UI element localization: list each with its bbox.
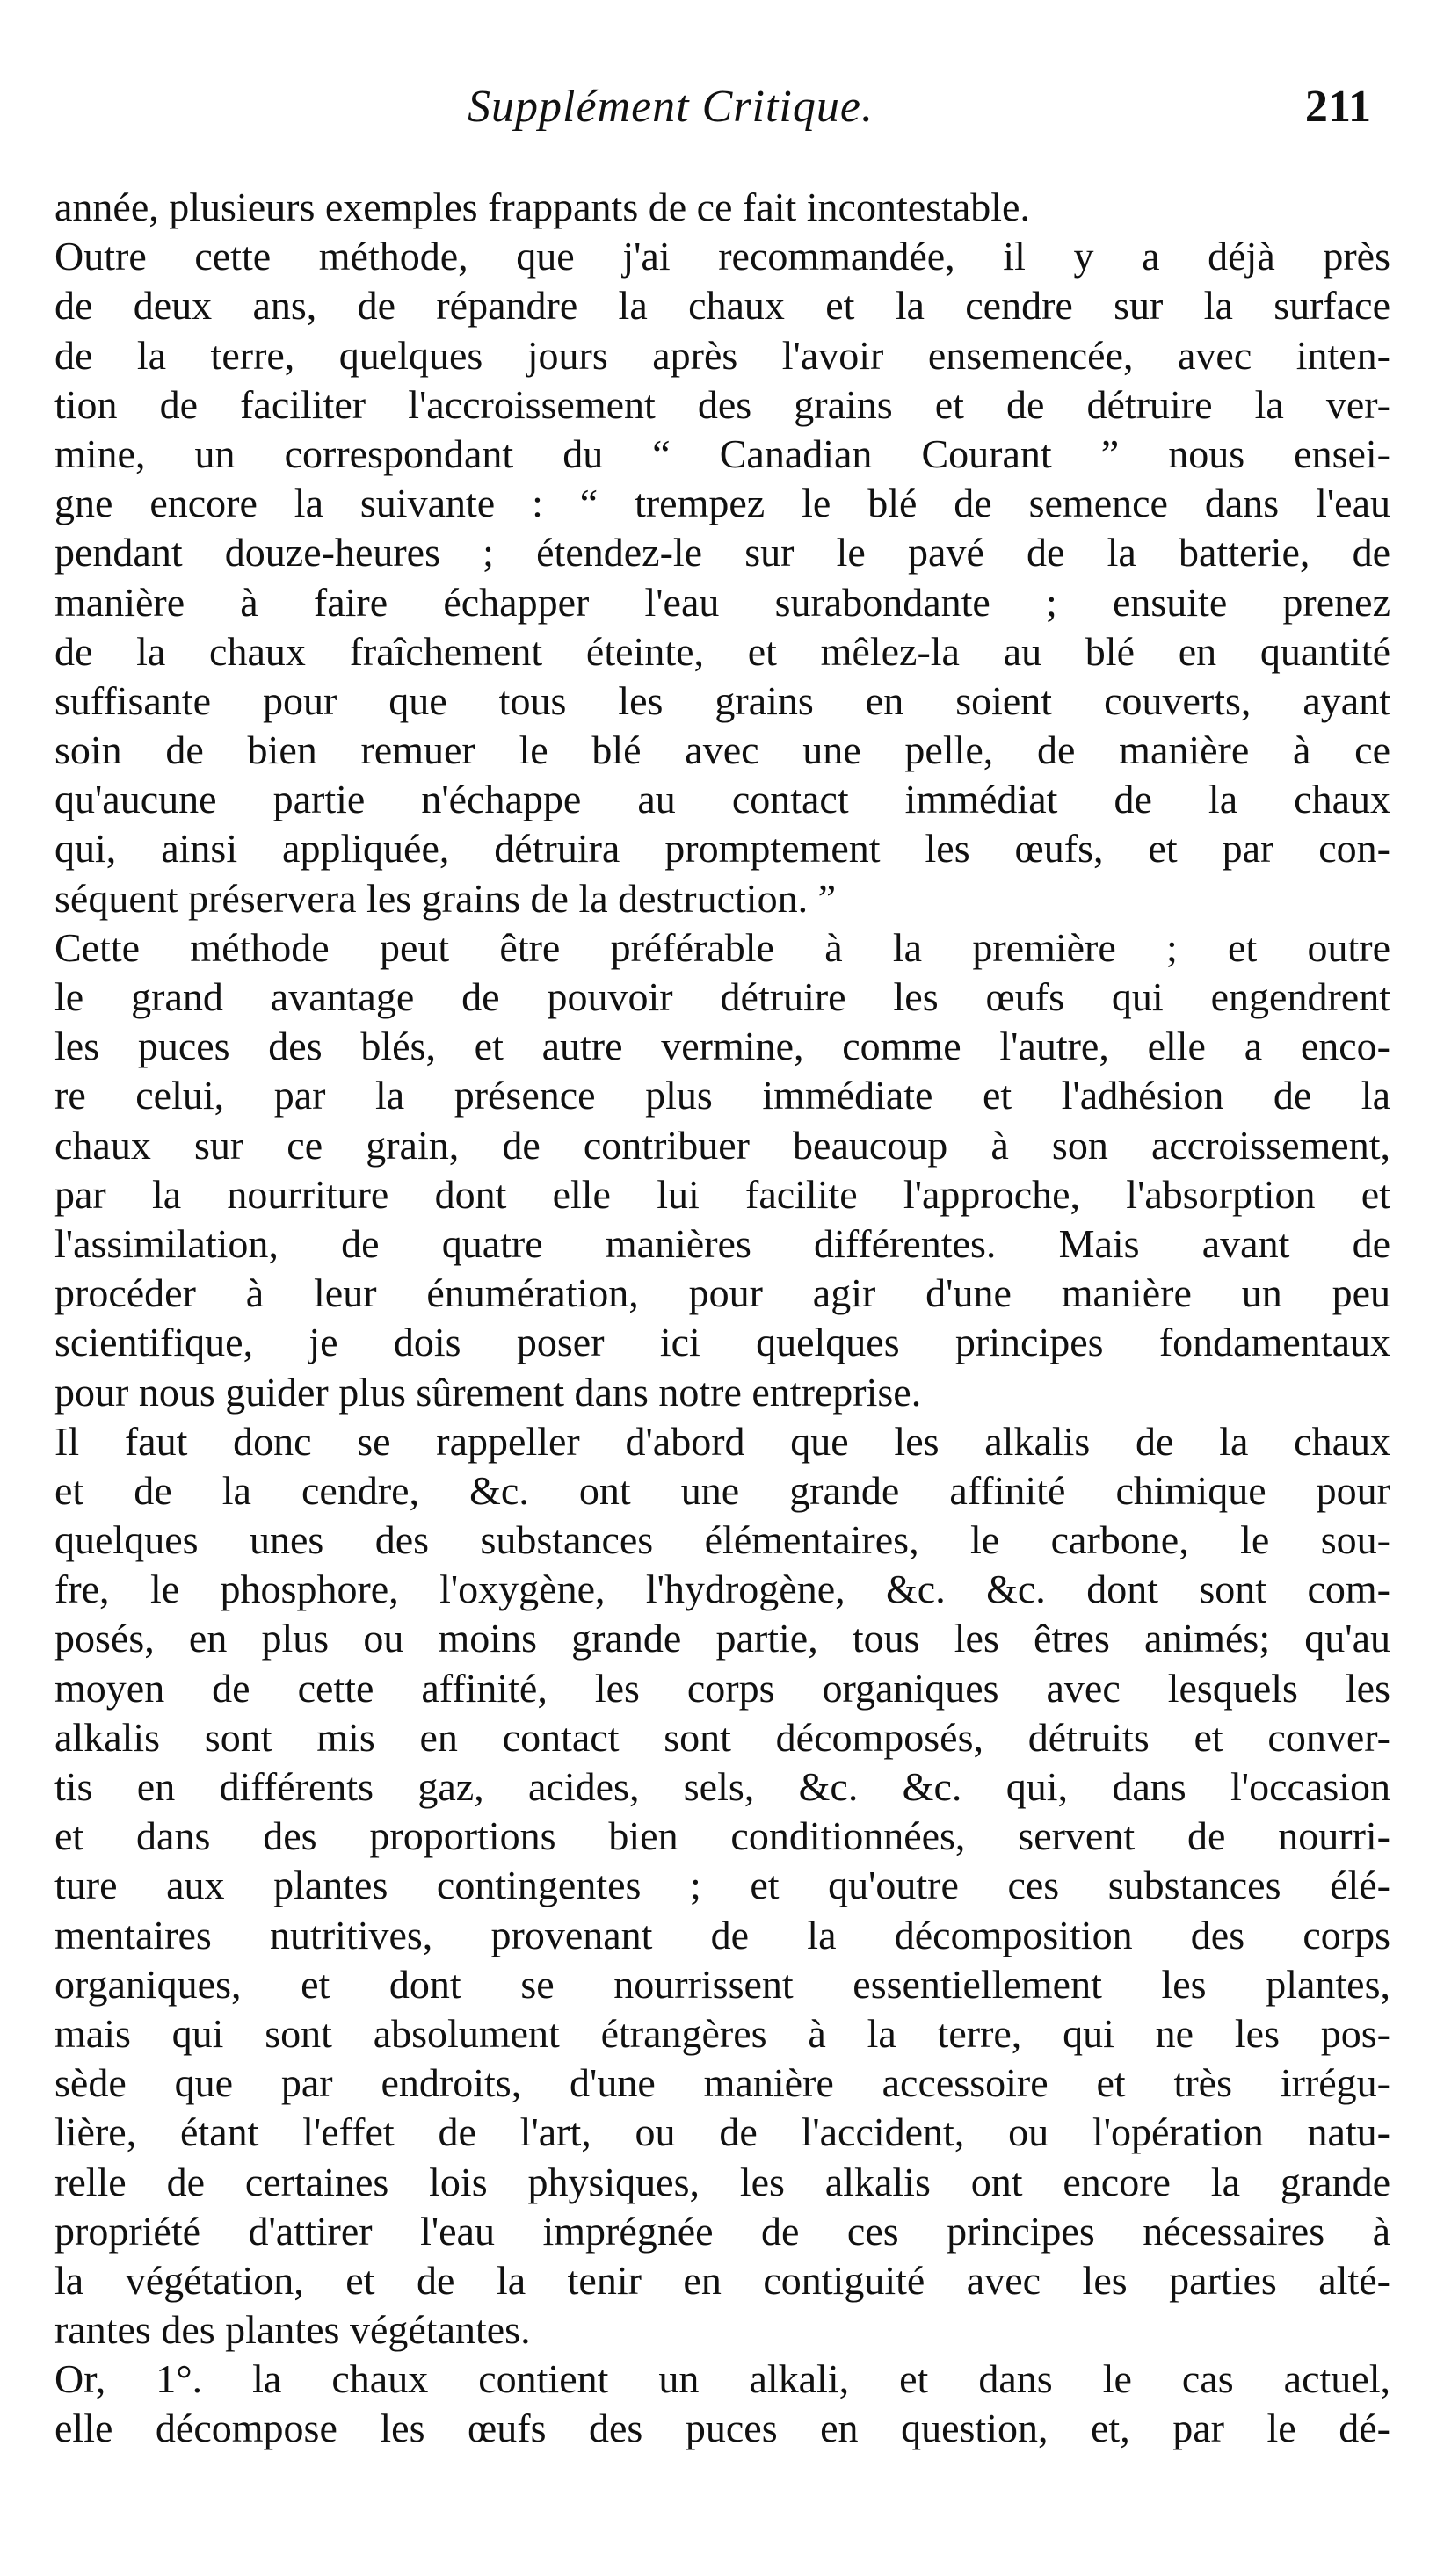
text-line: l'assimilation, de quatre manières différentes. Mais avant de: [54, 1220, 1390, 1266]
text-line: manière à faire échapper l'eau surabondante ; ensuite prenez: [54, 579, 1390, 625]
text-line: ture aux plantes contingentes ; et qu'outre ces substances élé-: [54, 1863, 1390, 1908]
text-line: Or, 1°. la chaux contient un alkali, et dans le cas actuel,: [54, 2356, 1390, 2402]
text-line: de la chaux fraîchement éteinte, et mêlez-la au blé en quantité: [54, 628, 1390, 674]
text-line: soin de bien remuer le blé avec une pelle, de manière à ce: [54, 727, 1390, 773]
text-line: de la terre, quelques jours après l'avoir ensemencée, avec inten-: [54, 332, 1390, 378]
text-line: fre, le phosphore, l'oxygène, l'hydrogène, &c. &c. dont sont com-: [54, 1567, 1390, 1612]
body-text: [54, 183, 1390, 2454]
text-line: de deux ans, de répandre la chaux et la cendre sur la surface: [54, 283, 1390, 329]
text-line: qu'aucune partie n'échappe au contact immédiat de la chaux: [54, 777, 1390, 822]
text-line: et dans des proportions bien conditionnées, servent de nourri-: [54, 1813, 1390, 1859]
text-line: les puces des blés, et autre vermine, comme l'autre, elle a enco-: [54, 1024, 1390, 1069]
text-line: posés, en plus ou moins grande partie, tous les êtres animés; qu'au: [54, 1616, 1390, 1661]
page-number: 211: [1304, 82, 1371, 132]
text-line: pour nous guider plus sûrement dans notre entreprise.: [54, 1369, 922, 1415]
text-line: sède que par endroits, d'une manière accessoire et très irrégu-: [54, 2060, 1390, 2106]
text-line: gne encore la suivante : “ trempez le blé de semence dans l'eau: [54, 481, 1390, 526]
text-line: par la nourriture dont elle lui facilite l'approche, l'absorption et: [54, 1171, 1390, 1217]
text-line: pendant douze-heures ; étendez-le sur le pavé de la batterie, de: [54, 530, 1390, 575]
running-head: [54, 81, 1390, 142]
text-line: elle décompose les œufs des puces en question, et, par le dé-: [54, 2406, 1390, 2451]
text-line: organiques, et dont se nourrissent essentiellement les plantes,: [54, 1961, 1390, 2007]
text-line: tis en différents gaz, acides, sels, &c. &c. qui, dans l'occasion: [54, 1764, 1390, 1809]
text-line: re celui, par la présence plus immédiate et l'adhésion de la: [54, 1073, 1390, 1118]
text-line: et de la cendre, &c. ont une grande affinité chimique pour: [54, 1467, 1390, 1513]
text-line: quelques unes des substances élémentaires, le carbone, le sou-: [54, 1517, 1390, 1563]
text-line: tion de faciliter l'accroissement des grains et de détruire la ver-: [54, 381, 1390, 427]
text-line: propriété d'attirer l'eau imprégnée de ces principes nécessaires à: [54, 2208, 1390, 2254]
text-line: mine, un correspondant du “ Canadian Courant ” nous ensei-: [54, 431, 1390, 476]
text-line: scientifique, je dois poser ici quelques principes fondamentaux: [54, 1320, 1390, 1365]
text-line: procéder à leur énumération, pour agir d'une manière un peu: [54, 1270, 1390, 1316]
text-line: chaux sur ce grain, de contribuer beaucoup à son accroissement,: [54, 1122, 1390, 1168]
text-line: Il faut donc se rappeller d'abord que les alkalis de la chaux: [54, 1418, 1390, 1464]
text-line: alkalis sont mis en contact sont décomposés, détruits et conver-: [54, 1714, 1390, 1760]
document-page: [54, 0, 1390, 2576]
text-line: suffisante pour que tous les grains en soient couverts, ayant: [54, 677, 1390, 723]
text-line: année, plusieurs exemples frappants de ce fait incontestable.: [54, 185, 1030, 229]
text-line: relle de certaines lois physiques, les alkalis ont encore la grande: [54, 2159, 1390, 2204]
text-line: le grand avantage de pouvoir détruire les œufs qui engendrent: [54, 974, 1390, 1019]
text-line: séquent préservera les grains de la destruction. ”: [54, 875, 836, 921]
text-line: Cette méthode peut être préférable à la première ; et outre: [54, 924, 1390, 970]
text-line: moyen de cette affinité, les corps organiques avec lesquels les: [54, 1665, 1390, 1711]
text-line: Outre cette méthode, que j'ai recommandée, il y a déjà près: [54, 234, 1390, 279]
text-line: mais qui sont absolument étrangères à la terre, qui ne les pos-: [54, 2010, 1390, 2056]
running-title: Supplément Critique.: [468, 82, 874, 132]
text-line: mentaires nutritives, provenant de la décomposition des corps: [54, 1912, 1390, 1957]
text-line: lière, étant l'effet de l'art, ou de l'accident, ou l'opération natu-: [54, 2109, 1390, 2155]
text-line: rantes des plantes végétantes.: [54, 2307, 531, 2353]
text-line: la végétation, et de la tenir en contiguité avec les parties alté-: [54, 2257, 1390, 2303]
text-line: qui, ainsi appliquée, détruira promptement les œufs, et par con-: [54, 826, 1390, 872]
